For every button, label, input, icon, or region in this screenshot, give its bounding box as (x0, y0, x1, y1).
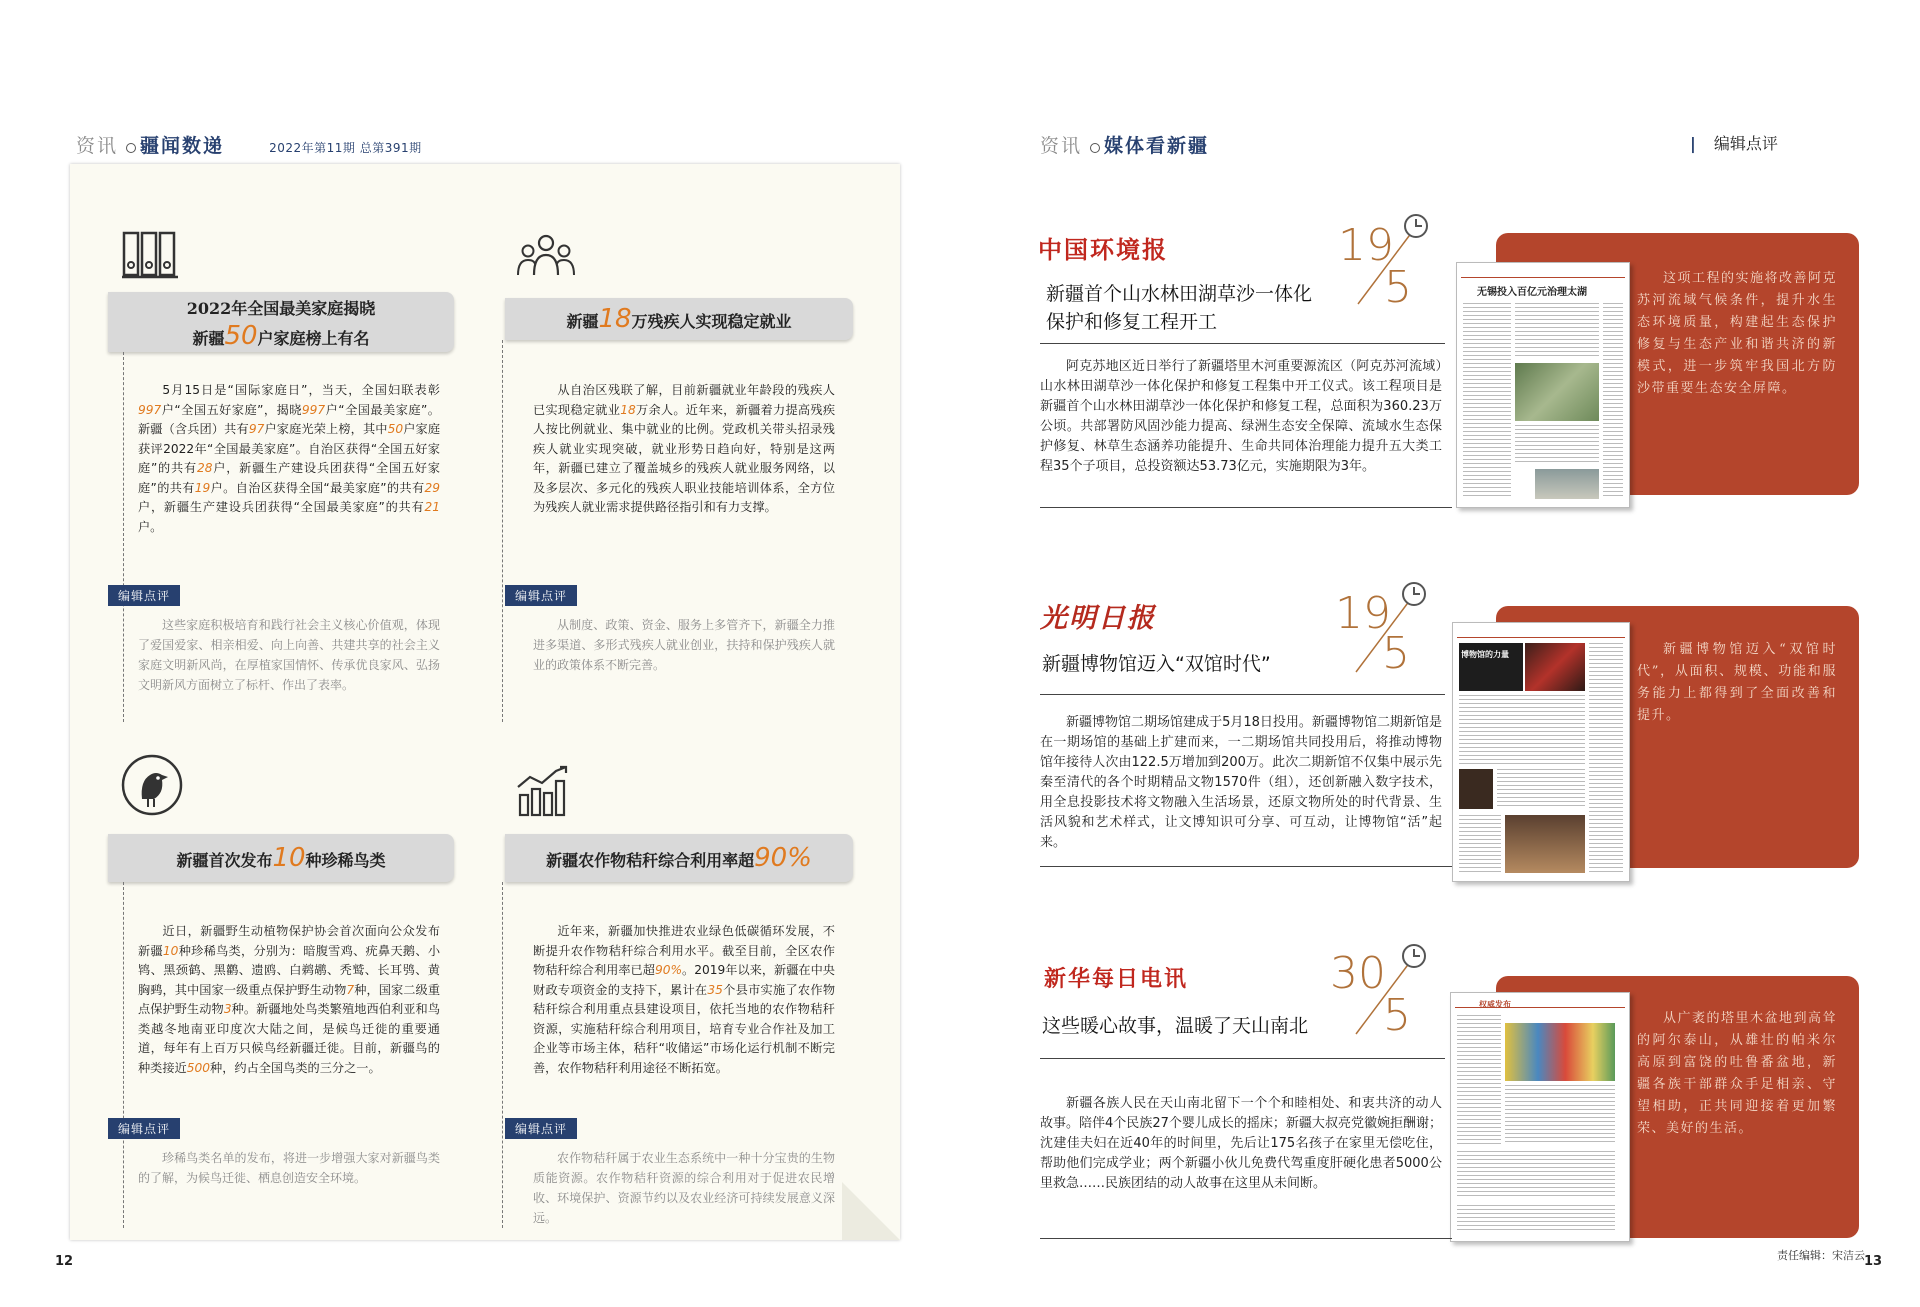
newspaper-column (1459, 815, 1501, 873)
date-day: 19 (1335, 588, 1391, 639)
title-number: 90% (754, 843, 812, 873)
article-title-line2 (108, 322, 454, 353)
editor-comment-header (1690, 131, 1778, 154)
header-zixun: 资讯 (1040, 135, 1083, 157)
newspaper-clipping (1456, 262, 1630, 508)
newspaper-headline: 博物馆的力量 (1461, 650, 1509, 659)
page-number-right: 13 (1864, 1254, 1883, 1269)
binders-icon (122, 231, 180, 279)
header-section: 疆闻数递 (140, 135, 225, 157)
newspaper-headline: 无锡投入百亿元治理太湖 (1477, 287, 1587, 298)
header-bar: | (1690, 134, 1696, 153)
newspaper-masthead (1457, 627, 1625, 638)
article-underline (1040, 1238, 1452, 1239)
newspaper-column (1515, 425, 1599, 465)
header-section: 媒体看新疆 (1104, 135, 1210, 157)
newspaper-logo: 新华每日电讯 (1044, 966, 1189, 992)
date-slash-clock-icon (1348, 580, 1428, 676)
bar-chart-growth-icon (516, 765, 572, 817)
article-title-line1: 这些暖心故事，温暖了天山南北 (1042, 1015, 1309, 1037)
right-header (1040, 131, 1209, 158)
newspaper-column (1463, 303, 1511, 499)
newspaper-column (1457, 1151, 1615, 1199)
header-zixun: 资讯 (76, 135, 119, 157)
newspaper-photo (1515, 363, 1599, 421)
date-day: 30 (1330, 948, 1386, 999)
title-pre: 新疆首次发布 (176, 851, 273, 870)
newspaper-photo (1505, 815, 1585, 873)
dashed-guide-line (502, 340, 503, 722)
title-underline (1040, 343, 1445, 344)
newspaper-clipping (1450, 992, 1630, 1242)
title-pre: 新疆农作物秸秆综合利用率超 (546, 851, 755, 870)
article-body: 新疆各族人民在天山南北留下一个个和睦相处、和衷共济的动人故事。陪伴4个民族27个婴儿成长的摇床；新疆大叔亮党徽婉拒酬谢；沈建佳夫妇在近40年的时间里，先后让175名孩子在家里无偿吃住，帮助他们完成学业；两个新疆小伙儿免费代驾重度肝硬化患者5000公里救急……民族团结的动人故事在这里从未间断。 (1040, 1096, 1442, 1191)
title-post: 户家庭榜上有名 (257, 329, 370, 348)
title-post: 万残疾人实现稳定就业 (631, 312, 792, 331)
newspaper-photo (1525, 643, 1585, 691)
newspaper-column (1589, 643, 1623, 873)
header-dot (126, 143, 136, 153)
newspaper-column (1505, 1085, 1615, 1145)
page-number-left: 12 (55, 1254, 74, 1269)
date-slash-clock-icon (1350, 212, 1430, 308)
editor-comment-text: 农作物秸秆属于农业生态系统中一种十分宝贵的生物质能资源。农作物秸秆资源的综合利用对于促进农民增收、环境保护、资源节约以及农业经济可持续发展意义深远。 (533, 1151, 835, 1225)
newspaper-headline: 权威发布 (1479, 1000, 1511, 1009)
article-body: 新疆博物馆二期场馆建成于5月18日投用。新疆博物馆二期新馆是在一期场馆的基础上扩建而来，一二期场馆共同投用后，将推动博物馆年接待人次由122.5万增加到200万。此次二期新馆不仅集中展示先秦至清代的各个时期精品文物1570件（组），还创新融入数字技术，用全息投影技术将文物融入生活场景，还原文物所处的时代背景、生活风貌和艺术样式，让文博知识可分享、可互动，让博物馆“活”起来。 (1040, 715, 1442, 850)
article-title-line1: 新疆首个山水林田湖草沙一体化 (1046, 283, 1313, 305)
title-underline (1040, 694, 1445, 695)
article-body: 阿克苏地区近日举行了新疆塔里木河重要源流区（阿克苏河流域）山水林田湖草沙一体化保护和修复工程集中开工仪式。该工程项目是新疆首个山水林田湖草沙一体化保护和修复工程，总面积为360.23万公顷。共部署防风固沙能力提高、绿洲生态安全保障、流域水生态保护修复、林草生态涵养功能提升、生命共同体治理能力提升五大类工程35个子项目，总投资额达53.73亿元，实施期限为3年。 (1040, 359, 1442, 474)
article-body: 近日，新疆野生动植物保护协会首次面向公众发布新疆10种珍稀鸟类，分别为：暗腹雪鸡、疣鼻天鹅、小鸨、黑颈鹤、黑鹳、遗鸥、白鹈鹕、秃鹫、长耳鸮、黄胸鹀，其中国家一级重点保护野生动物7种，国家二级重点保护野生动物3种。新疆地处鸟类繁殖地西伯利亚和鸟类越冬地南亚印度次大陆之间，是候鸟迁徙的重要通道，每年有上百万只候鸟经新疆迁徙。目前，新疆鸟的种类接近500种，约占全国鸟类的三分之一。 (138, 924, 441, 1075)
article-title-banner (108, 834, 454, 882)
bird-icon (120, 753, 184, 817)
header-editor-comment: 编辑点评 (1713, 134, 1778, 153)
editor-comment-label: 编辑点评 (108, 585, 180, 606)
dashed-guide-line (502, 882, 503, 1228)
article-underline (1040, 866, 1452, 867)
paper-fold (842, 1182, 900, 1240)
article-title-banner (108, 292, 454, 352)
title-pre: 新疆 (192, 329, 225, 348)
article-title-line2: 保护和修复工程开工 (1046, 311, 1218, 333)
article-title-banner (505, 834, 853, 882)
title-number: 18 (598, 304, 632, 334)
responsible-editor: 责任编辑：宋洁云 (1777, 1249, 1865, 1262)
title-pre: 新疆 (566, 312, 599, 331)
newspaper-photo (1535, 469, 1599, 499)
title-number: 50 (224, 321, 258, 351)
date-slash-clock-icon (1348, 942, 1428, 1038)
editor-comment-label: 编辑点评 (108, 1118, 180, 1139)
date-month: 5 (1384, 262, 1412, 313)
date-month: 5 (1383, 990, 1411, 1041)
newspaper-clipping (1452, 622, 1630, 882)
newspaper-column (1457, 1015, 1501, 1145)
article-title-line1: 2022年全国最美家庭揭晓 (186, 299, 376, 318)
article-body: 5月15日是“国际家庭日”，当天，全国妇联表彰997户“全国五好家庭”，揭晓997户“全国最美家庭”。新疆（含兵团）共有97户家庭光荣上榜，其中50户家庭获评2022年“全国最美家庭”。自治区获得“全国五好家庭”的共有28户，新疆生产建设兵团获得“全国五好家庭”的共有19户。自治区获得全国“最美家庭”的共有29户，新疆生产建设兵团获得“全国最美家庭”的共有21户。 (138, 383, 441, 534)
editor-comment-text: 新疆博物馆迈入“双馆时代”，从面积、规模、功能和服务能力上都得到了全面改善和提升。 (1637, 642, 1837, 723)
editor-comment-label: 编辑点评 (505, 1118, 577, 1139)
newspaper-column (1457, 1205, 1615, 1233)
newspaper-photo (1505, 1023, 1615, 1081)
article-title-banner (505, 298, 853, 340)
people-group-icon (516, 233, 576, 279)
dashed-guide-line (123, 882, 124, 1228)
newspaper-logo: 中国环境报 (1038, 235, 1168, 264)
issue-info: 2022年第11期 总第391期 (269, 141, 422, 155)
editor-comment-text: 珍稀鸟类名单的发布，将进一步增强大家对新疆鸟类的了解，为候鸟迁徙、栖息创造安全环境。 (138, 1151, 440, 1185)
newspaper-masthead (1461, 267, 1625, 278)
editor-comment-text: 从广袤的塔里木盆地到高耸的阿尔泰山，从雄壮的帕米尔高原到富饶的吐鲁番盆地，新疆各族干部群众手足相亲、守望相助，正共同迎接着更加繁荣、美好的生活。 (1637, 1011, 1838, 1136)
editor-comment-text: 这项工程的实施将改善阿克苏河流域气候条件，提升水生态环境质量，构建起生态保护修复与生态产业和谐共济的新模式，进一步筑牢我国北方防沙带重要生态安全屏障。 (1637, 271, 1838, 396)
article-title-line1: 新疆博物馆迈入“双馆时代” (1042, 653, 1271, 675)
editor-comment-text: 从制度、政策、资金、服务上多管齐下，新疆全力推进多渠道、多形式残疾人就业创业，扶持和保护残疾人就业的政策体系不断完善。 (533, 618, 835, 672)
header-dot (1090, 143, 1100, 153)
title-number: 10 (272, 843, 306, 873)
newspaper-logo: 光明日报 (1040, 603, 1156, 634)
newspaper-photo (1459, 769, 1493, 809)
editor-comment-label: 编辑点评 (505, 585, 577, 606)
article-body: 近年来，新疆加快推进农业绿色低碳循环发展，不断提升农作物秸秆综合利用水平。截至目前，全区农作物秸秆综合利用率已超90%。2019年以来，新疆在中央财政专项资金的支持下，累计在35个县市实施了农作物秸秆综合利用重点县建设项目，依托当地的农作物秸秆资源，实施秸秆综合利用项目，培育专业合作社及加工企业等市场主体，秸秆“收储运”市场化运行机制不断完善，农作物秸秆利用途径不断拓宽。 (533, 924, 836, 1075)
newspaper-column (1603, 303, 1623, 499)
dashed-guide-line (123, 352, 124, 722)
newspaper-column (1497, 769, 1585, 809)
left-header (76, 131, 422, 158)
article-body: 从自治区残联了解，目前新疆就业年龄段的残疾人已实现稳定就业18万余人。近年来，新疆着力提高残疾人按比例就业、集中就业的比例。党政机关带头招录残疾人就业实现突破，就业形势日趋向好，特别是这两年，新疆已建立了覆盖城乡的残疾人就业服务网络，以及多层次、多元化的残疾人职业技能培训体系，全方位为残疾人就业需求提供路径指引和有力支撑。 (533, 383, 836, 514)
title-underline (1040, 1058, 1445, 1059)
title-post: 种珍稀鸟类 (305, 851, 386, 870)
editor-comment-text: 这些家庭积极培育和践行社会主义核心价值观，体现了爱国爱家、相亲相爱、向上向善、共建共享的社会主义家庭文明新风尚，在厚植家国情怀、传承优良家风、弘扬文明新风方面树立了标杆、作出了表率。 (138, 618, 440, 692)
newspaper-column (1515, 303, 1599, 359)
article-underline (1040, 507, 1452, 508)
date-day: 19 (1338, 220, 1394, 271)
date-month: 5 (1382, 628, 1410, 679)
newspaper-column (1459, 695, 1585, 765)
